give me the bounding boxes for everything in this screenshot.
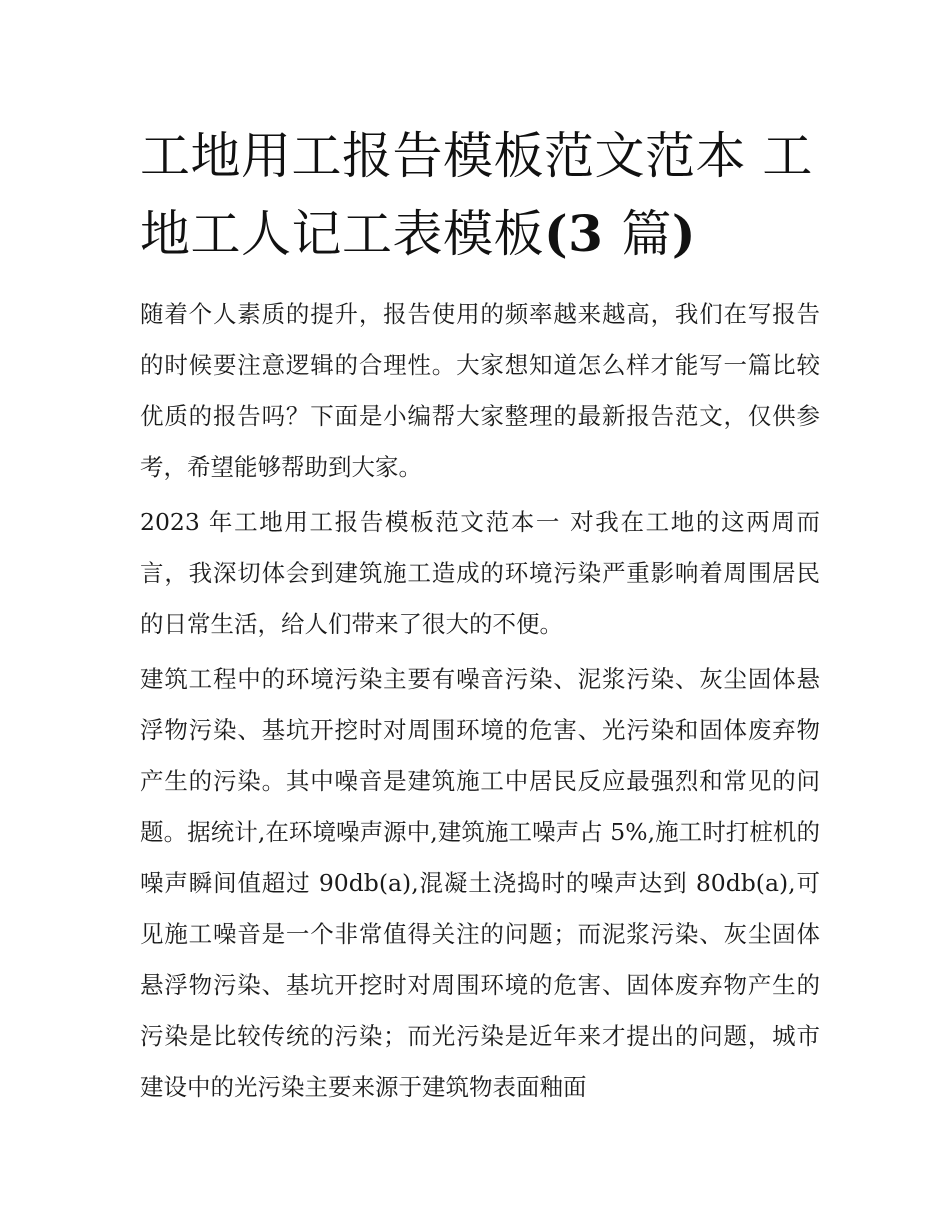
report-opening-paragraph: 2023 年工地用工报告模板范文范本一 对我在工地的这两周而言，我深切体会到建筑施工造成的环境污染严重影响着周围居民的日常生活，给人们带来了很大的不便。 [140,508,820,638]
pollution-paragraph: 建筑工程中的环境污染主要有噪音污染、泥浆污染、灰尘固体悬浮物污染、基坑开挖时对周围环境的危害、光污染和固体废弃物产生的污染。其中噪音是建筑施工中居民反应最强烈和常见的问题。据统计,在环境噪声源中,建筑施工噪声占 5%,施工时打桩机的噪声瞬间值超过 90db(a),混凝土浇捣时的噪声达到 80db(a),可见施工噪音是一个非常值得关注的问题；而泥浆污染、灰尘固体悬浮物污染、基坑开挖时对周围环境的危害、固体废弃物产生的污染是比较传统的污染；而光污染是近年来才提出的问题，城市建设中的光污染主要来源于建筑物表面釉面 [140,665,820,1101]
title-line-1: 工地用工报告模板范文范本 工 [140,127,813,185]
title-count-close: ) [671,204,697,263]
document-content [140,118,820,1113]
title-line-2: 地工人记工表模板 [140,205,544,263]
intro-paragraph: 随着个人素质的提升，报告使用的频率越来越高，我们在写报告的时候要注意逻辑的合理性。大家想知道怎么样才能写一篇比较优质的报告吗？下面是小编帮大家整理的最新报告范文，仅供参考，希望能够帮助到大家。 [140,300,820,481]
title-count-open: (3 [544,204,622,263]
title-count-unit: 篇 [621,205,672,263]
document-title [140,118,820,273]
